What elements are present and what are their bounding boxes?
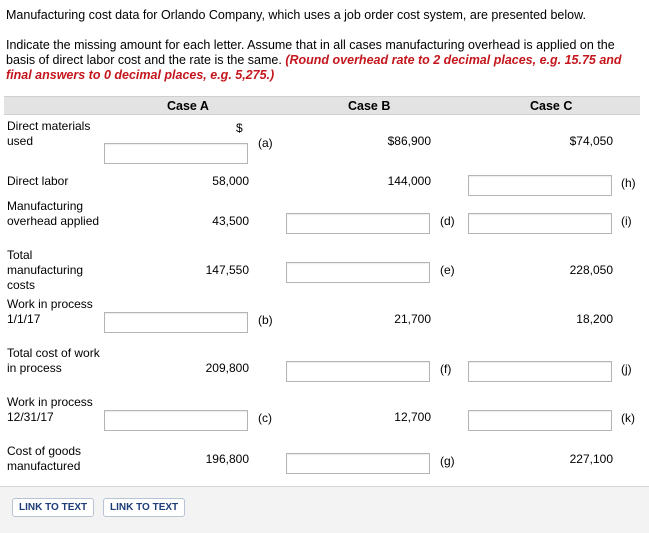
- letter-k: (k): [621, 411, 635, 425]
- row-label: Total manufacturing costs: [7, 248, 84, 292]
- column-case-b: Case B: [348, 99, 391, 113]
- input-e[interactable]: [286, 262, 430, 283]
- value-a: 43,500: [212, 214, 249, 228]
- instruction-text: [6, 38, 646, 83]
- letter-e: (e): [440, 263, 455, 277]
- table-header: [4, 96, 640, 115]
- footer-bar: [0, 486, 649, 533]
- letter-i: (i): [621, 214, 632, 228]
- input-i[interactable]: [468, 213, 612, 234]
- value-b: 144,000: [387, 174, 431, 188]
- instruction-main: Indicate the missing amount for each letter. Assume that in all cases manufacturing overhead is applied on the basis of direct labor cost and the rate is the same.: [6, 38, 615, 67]
- letter-b: (b): [258, 313, 273, 327]
- input-k[interactable]: [468, 410, 612, 431]
- letter-f: (f): [440, 362, 452, 376]
- value-b: $86,900: [387, 134, 431, 148]
- input-f[interactable]: [286, 361, 430, 382]
- row-label: Cost of goods manufactured: [7, 444, 82, 473]
- value-c: 228,050: [569, 263, 613, 277]
- input-d[interactable]: [286, 213, 430, 234]
- letter-g: (g): [440, 454, 455, 468]
- row-label: Work in process 12/31/17: [7, 395, 93, 424]
- input-h[interactable]: [468, 175, 612, 196]
- value-b: 21,700: [394, 312, 431, 326]
- row-label: Total cost of work in process: [7, 346, 100, 375]
- column-case-c: Case C: [530, 99, 573, 113]
- row-label: Direct labor: [7, 174, 69, 188]
- value-c: 227,100: [569, 452, 613, 466]
- row-label: Work in process 1/1/17: [7, 297, 93, 326]
- link-to-text-button-2[interactable]: LINK TO TEXT: [103, 498, 185, 517]
- value-a: 58,000: [212, 174, 249, 188]
- instruction-rounding: (Round overhead rate to 2 decimal places, e.g. 15.75 and final answers to 0 decimal places, e.g. 5,275.): [6, 53, 622, 82]
- input-b[interactable]: [104, 312, 248, 333]
- currency-symbol: $: [236, 121, 243, 135]
- input-c[interactable]: [104, 410, 248, 431]
- value-a: 196,800: [205, 452, 249, 466]
- letter-c: (c): [258, 411, 272, 425]
- row-label: Direct materials used: [7, 119, 91, 148]
- column-case-a: Case A: [167, 99, 209, 113]
- letter-d: (d): [440, 214, 455, 228]
- input-j[interactable]: [468, 361, 612, 382]
- input-g[interactable]: [286, 453, 430, 474]
- letter-h: (h): [621, 176, 636, 190]
- value-a: 209,800: [205, 361, 249, 375]
- row-label: Manufacturing overhead applied: [7, 199, 100, 228]
- letter-a: (a): [258, 136, 273, 150]
- value-b: 12,700: [394, 410, 431, 424]
- value-c: $74,050: [569, 134, 613, 148]
- input-a[interactable]: [104, 143, 248, 164]
- value-a: 147,550: [205, 263, 249, 277]
- link-to-text-button[interactable]: LINK TO TEXT: [12, 498, 94, 517]
- intro-text: Manufacturing cost data for Orlando Company, which uses a job order cost system, are presented below.: [6, 8, 586, 22]
- value-c: 18,200: [576, 312, 613, 326]
- letter-j: (j): [621, 362, 632, 376]
